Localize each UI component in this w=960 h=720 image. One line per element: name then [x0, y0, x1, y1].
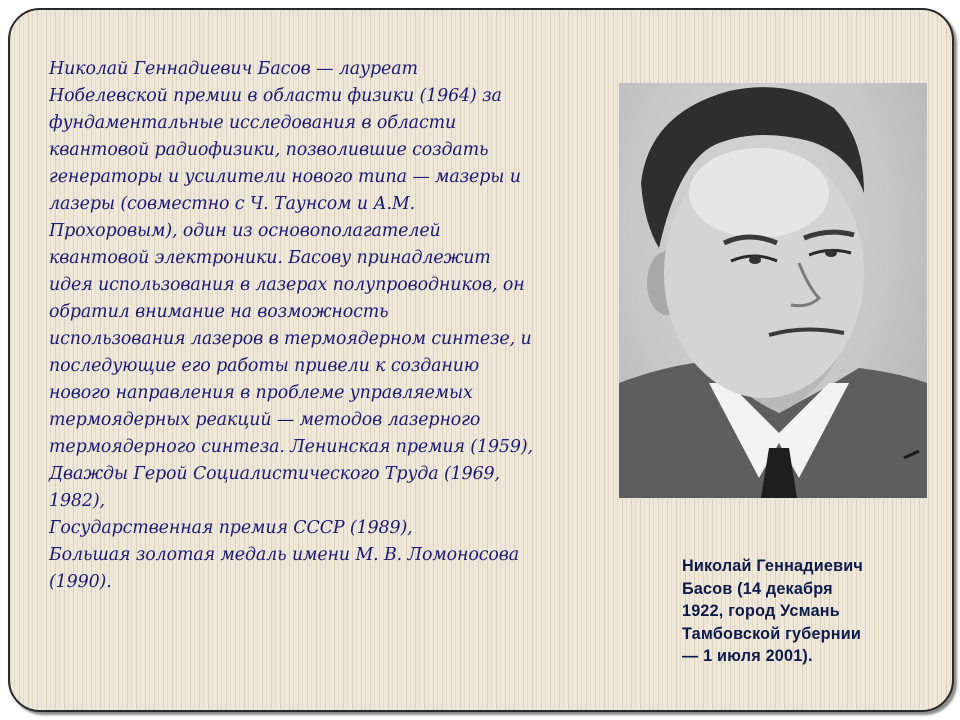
- biography-line: использования лазеров в термоядерном синтезе, и: [49, 329, 532, 349]
- biography-text: [49, 56, 614, 596]
- biography-line: Николай Геннадиевич Басов — лауреат: [49, 59, 418, 79]
- biography-line: генераторы и усилители нового типа — мазеры и: [49, 167, 521, 187]
- biography-line: нового направления в проблеме управляемых: [49, 383, 473, 403]
- biography-line: последующие его работы привели к созданию: [49, 356, 480, 376]
- biography-line: термоядерного синтеза. Ленинская премия (1959),: [49, 437, 533, 457]
- biography-line: обратил внимание на возможность: [49, 302, 389, 322]
- slide-frame: [8, 8, 954, 712]
- caption-line: Тамбовской губернии: [682, 624, 862, 643]
- biography-line: фундаментальные исследования в области: [49, 113, 457, 133]
- biography-line: Нобелевской премии в области физики (1964) за: [49, 86, 502, 106]
- biography-line: квантовой радиофизики, позволившие создать: [49, 140, 489, 160]
- biography-line: лазеры (совместно с Ч. Таунсом и А.М.: [49, 194, 416, 214]
- caption-line: 1922, город Усмань: [682, 602, 840, 620]
- biography-line: Дважды Герой Социалистического Труда (1969,: [49, 464, 500, 484]
- biography-line: Прохоровым), один из основополагателей: [49, 221, 441, 241]
- photo-caption: [682, 555, 912, 668]
- biography-line: термоядерных реакций — методов лазерного: [49, 410, 481, 430]
- biography-line: 1982),: [49, 491, 105, 511]
- biography-line: Государственная премия СССР (1989),: [49, 518, 413, 538]
- portrait-photo: [619, 83, 927, 498]
- caption-line: Николай Геннадиевич: [682, 557, 863, 575]
- biography-line: квантовой электроники. Басову принадлежит: [49, 248, 491, 268]
- portrait-illustration: [619, 83, 927, 498]
- caption-line: — 1 июля 2001).: [682, 647, 813, 665]
- biography-line: идея использования в лазерах полупроводников, он: [49, 275, 525, 295]
- biography-line: (1990).: [49, 572, 112, 592]
- caption-line: Басов (14 декабря: [682, 579, 833, 598]
- biography-line: Большая золотая медаль имени М. В. Ломоносова: [49, 545, 520, 565]
